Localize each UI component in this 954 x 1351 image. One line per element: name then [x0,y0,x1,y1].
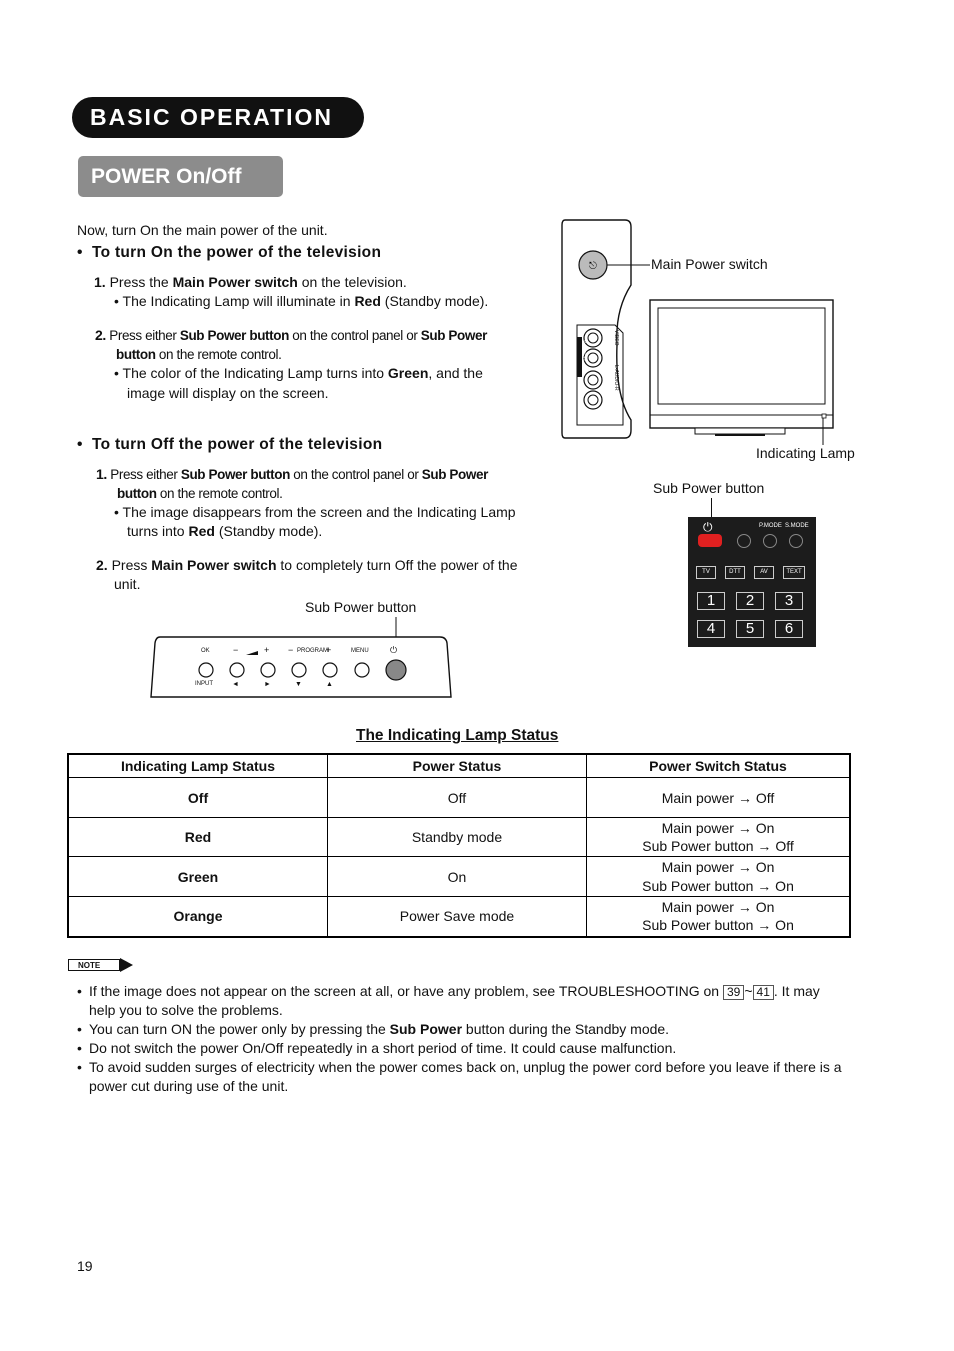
bullet-text: The color of the Indicating Lamp turns into [122,365,388,381]
panel-right-arrow: ► [264,681,271,688]
intro-text: Now, turn On the main power of the unit. [77,222,328,238]
turn-off-step2 [96,556,518,575]
note-item-line2: power cut during use of the unit. [89,1078,289,1094]
table-row [68,897,850,937]
step-bold: Sub Power [420,328,487,343]
panel-power-icon: ⏻ [390,645,398,655]
bullet: • [77,1021,82,1037]
step-bold: button [116,347,156,362]
smode-label: S.MODE [785,523,809,529]
step-number: 2. [96,557,108,573]
step-bold: Sub Power button [180,467,290,482]
bullet: • [77,1040,82,1056]
step-number: 2. [95,327,106,343]
switch-status-line: Sub Power button → Off [642,838,794,854]
page-ref-link[interactable]: 41 [753,985,774,1000]
turn-off-heading [77,436,382,454]
control-panel [150,615,454,700]
tv-button[interactable]: TV [696,566,716,579]
digit-button-3[interactable]: 3 [775,592,803,610]
power-status-cell: Standby mode [328,818,587,857]
page-ref-link[interactable]: 39 [723,985,744,1000]
step-text: on the remote control. [155,347,282,362]
step-text: Press [111,557,152,573]
bullet-text: The Indicating Lamp will illuminate in [122,293,355,309]
page-number: 19 [77,1258,93,1274]
svg-text:⎋: ⎋ [589,261,597,272]
switch-status-cell [587,857,851,897]
switch-status-line: Main power → On [661,820,775,836]
bullet-text: , and the [428,365,483,381]
remote-sub-power-button[interactable] [698,534,722,547]
turn-on-heading [77,244,381,262]
lamp-status-cell: Red [68,818,328,857]
section-title: BASIC OPERATION [72,97,364,138]
digit-button-1[interactable]: 1 [697,592,725,610]
switch-status-line: Main power → Off [661,789,775,806]
note-text: Do not switch the power On/Off repeatedly in a short period of time. It could cause malfunction. [89,1040,677,1056]
panel-sub-power-button-icon [386,660,406,680]
pmode-button[interactable] [763,534,777,548]
note-text: To avoid sudden surges of electricity when the power comes back on, unplug the power cord before you leave if there is a [89,1059,842,1075]
dtt-button[interactable]: DTT [725,566,745,579]
bullet-text: The image disappears from the screen and the Indicating Lamp [122,504,516,520]
turn-on-step1 [94,273,407,292]
remote-button-round[interactable] [737,534,751,548]
text-button[interactable]: TEXT [783,566,805,579]
table-header: Indicating Lamp Status [68,754,328,778]
note-item [77,1039,877,1058]
panel-input-label: INPUT [195,681,213,687]
side-panel-video-label: VIDEO [613,330,619,346]
remote-callout-line [711,498,712,518]
note-text: You can turn ON the power only by pressing the [89,1021,390,1037]
step-bold: Sub Power [421,467,488,482]
av-button[interactable]: AV [754,566,774,579]
table-row [68,818,850,857]
note-text: . It may [773,983,820,999]
turn-off-step1-bullet-line2 [127,522,322,541]
pmode-label: P.MODE [759,523,782,529]
note-item [77,1020,877,1039]
note-item-line2: help you to solve the problems. [89,1002,283,1018]
bullet: • [114,293,119,309]
turn-on-heading-text: To turn On the power of the television [91,244,382,261]
main-power-switch-label: Main Power switch [651,256,768,272]
step-text: on the control panel or [288,328,421,343]
table-caption: The Indicating Lamp Status [356,727,559,744]
panel-volume-plus-label: + [264,645,270,655]
panel-up-arrow: ▲ [326,681,333,688]
bullet-text: (Standby mode). [214,523,323,539]
lamp-status-cell: Orange [68,897,328,937]
switch-status-line: Sub Power button → On [642,877,794,894]
turn-on-step2-bullet-line2: image will display on the screen. [127,385,329,401]
bullet: • [77,1059,82,1075]
step-number: 1. [96,466,107,482]
step-text: on the control panel or [289,467,422,482]
digit-button-6[interactable]: 6 [775,620,803,638]
note-tag: NOTE [68,959,120,971]
turn-off-heading-text: To turn Off the power of the television [91,436,383,453]
bullet-text: (Standby mode). [380,293,489,309]
panel-volume-minus-label: − [233,645,239,655]
remote-control [688,517,816,647]
step-text: to completely turn Off the power of the [276,557,518,573]
panel-program-minus-label: − [288,645,294,655]
panel-down-arrow: ▼ [295,681,302,688]
digit-button-4[interactable]: 4 [697,620,725,638]
note-bold: Sub Power [389,1021,463,1037]
bullet: • [114,365,119,381]
lamp-status-cell: Off [68,778,328,818]
switch-status-line: Sub Power button → On [642,917,794,934]
turn-on-step2-bullet [114,364,483,383]
note-arrow-icon [120,958,133,972]
bullet-bold: Green [387,365,429,381]
table-header: Power Switch Status [587,754,851,778]
table-header-row [68,754,850,778]
table-row [68,778,850,818]
table-row [68,857,850,897]
subsection-title: POWER On/Off [78,156,283,197]
bullet: • [77,983,82,999]
bullet: • [77,436,83,453]
panel-program-label: PROGRAM [297,648,329,654]
smode-button[interactable] [789,534,803,548]
bullet-bold: Red [188,523,215,539]
step-text: Press either [109,328,180,343]
bullet-text: turns into [127,523,189,539]
panel-ok-label: OK [201,648,210,654]
power-status-cell: Power Save mode [328,897,587,937]
note-text: button during the Standby mode. [462,1021,670,1037]
side-panel-audio-label: L-AUDIO-R [613,365,619,391]
step-bold: Sub Power button [179,328,289,343]
turn-on-step1-bullet [114,292,488,311]
step-bold: Main Power switch [151,557,277,573]
turn-off-step1 [96,465,488,484]
note-item [77,982,877,1001]
digit-button-2[interactable]: 2 [736,592,764,610]
turn-on-step2 [95,326,487,345]
note-item [77,1058,877,1077]
bullet: • [77,244,83,261]
panel-sub-power-label: Sub Power button [305,599,417,615]
step-text: on the remote control. [156,486,283,501]
digit-button-5[interactable]: 5 [736,620,764,638]
switch-status-line: Main power → On [661,858,775,875]
table-header: Power Status [328,754,587,778]
step-text: on the television. [297,274,407,290]
turn-off-step2-line2: unit. [114,576,141,592]
step-bold: Main Power switch [172,274,298,290]
power-icon: ⏻ [703,520,713,534]
switch-status-cell [587,818,851,857]
switch-status-cell [587,897,851,937]
panel-program-plus-label: + [326,645,332,655]
step-text: Press the [109,274,173,290]
power-status-cell: On [328,857,587,897]
switch-status-cell [587,778,851,818]
step-bold: button [117,486,157,501]
lamp-status-table [67,753,851,938]
tv-diagram [555,215,865,465]
panel-menu-label: MENU [351,648,369,654]
remote-sub-power-label: Sub Power button [653,480,765,496]
turn-on-step2-line2 [116,345,281,364]
lamp-status-cell: Green [68,857,328,897]
bullet: • [114,504,119,520]
bullet-bold: Red [354,293,381,309]
indicating-lamp-label: Indicating Lamp [756,445,855,461]
step-text: Press either [110,467,181,482]
power-status-cell: Off [328,778,587,818]
note-text: ~ [744,983,753,999]
side-panel-svideo-label: S-VIDEO [580,340,586,361]
turn-off-step1-line2 [117,484,282,503]
turn-off-step1-bullet [114,503,516,522]
note-text: If the image does not appear on the screen at all, or have any problem, see TROUBLESHOOTING on [89,983,723,999]
switch-status-line: Main power → On [661,899,775,916]
step-number: 1. [94,274,106,290]
panel-left-arrow: ◄ [232,681,239,688]
